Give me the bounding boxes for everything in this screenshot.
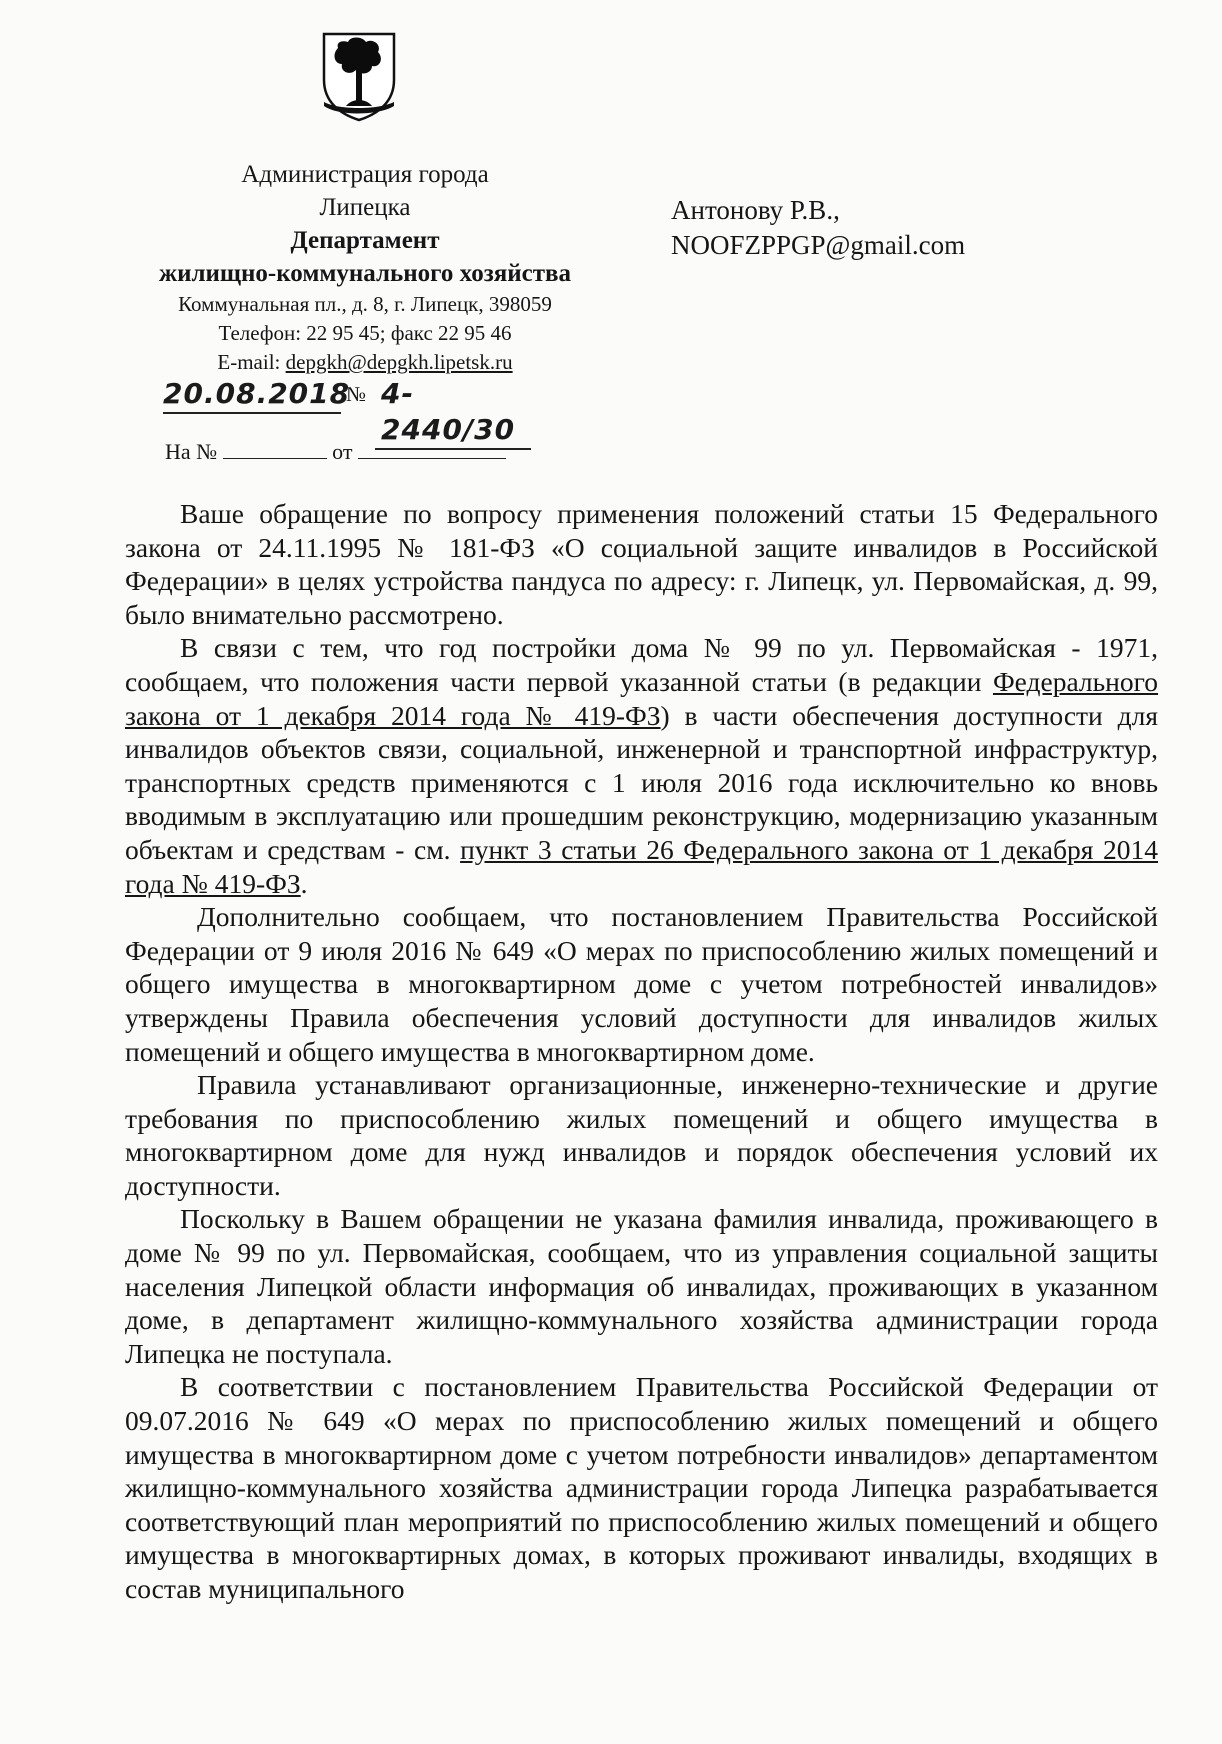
- reference-date-label: от: [332, 439, 353, 464]
- paragraph-4: Правила устанавливают организационные, инженерно-технические и другие требования по приспособлению жилых помещений и общего имущества в многоквартирном доме для нужд инвалидов и порядок обеспечения условий их доступности.: [125, 1069, 1158, 1201]
- reference-number-blank: [223, 436, 327, 459]
- addressee-name: Антонову Р.В.,: [671, 195, 840, 225]
- org-name-line2: Липецка: [319, 194, 411, 221]
- paragraph-2-text-a: В связи с тем, что год постройки дома № 99 по ул. Первомайская - 1971, сообщаем, что положения части первой указанной статьи (в редакции: [125, 632, 1158, 697]
- paragraph-1: Ваше обращение по вопросу применения положений статьи 15 Федерального закона от 24.11.1995 № 181-ФЗ «О социальной защите инвалидов в Российской Федерации» в целях устройства пандуса по адресу: г. Липецк, ул. Первомайская, д. 99, было внимательно рассмотрено.: [125, 498, 1158, 630]
- number-sign: №: [346, 382, 367, 406]
- letter-body: [125, 497, 1158, 1606]
- handwritten-outgoing-number: 4-2440/30: [375, 376, 531, 450]
- org-name-line1: Администрация города: [241, 161, 489, 188]
- reference-date-blank: [358, 436, 506, 459]
- registration-row: [163, 376, 583, 446]
- addressee-email: NOOFZPPGP@gmail.com: [671, 230, 966, 260]
- law-419-fz-link[interactable]: Федерального закона от 1 декабря 2014 года № 419-ФЗ: [125, 665, 1158, 731]
- department-name-line2: жилищно-коммунального хозяйства: [158, 260, 572, 287]
- org-address: Коммунальная пл., д. 8, г. Липецк, 398059: [178, 292, 552, 316]
- reference-row: [165, 436, 506, 465]
- paragraph-3: Дополнительно сообщаем, что постановлением Правительства Российской Федерации от 9 июля 2016 № 649 «О мерах по приспособлению жилых помещений и общего имущества в многоквартирном доме с учетом потребностей инвалидов» утверждены Правила обеспечения условий доступности для инвалидов жилых помещений и общего имущества в многоквартирном доме.: [125, 901, 1158, 1067]
- reference-number-label: На №: [165, 439, 218, 464]
- paragraph-6: В соответствии с постановлением Правительства Российской Федерации от 09.07.2016 № 649 «О мерах по приспособлению жилых помещений и общего имущества в многоквартирном доме с учетом потребности инвалидов» департаментом жилищно-коммунального хозяйства администрации города Липецка разрабатывается соответствующий план мероприятий по приспособлению жилых помещений и общего имущества в многоквартирных домах, в которых проживают инвалиды, входящих в состав муниципального: [125, 1371, 1158, 1604]
- org-email-line: [100, 348, 630, 377]
- department-name-line1: Департамент: [290, 227, 440, 254]
- org-email-link[interactable]: depgkh@depgkh.lipetsk.ru: [285, 350, 513, 374]
- paragraph-5: Поскольку в Вашем обращении не указана фамилия инвалида, проживающего в доме № 99 по ул. Первомайская, сообщаем, что из управления социальной защиты населения Липецкой области информация об инвалидах, проживающих в указанном доме, в департамент жилищно-коммунального хозяйства администрации города Липецка не поступала.: [125, 1203, 1158, 1369]
- addressee-block: [671, 193, 965, 263]
- paragraph-2-text-c: .: [300, 867, 308, 899]
- paragraph-2: [125, 631, 1158, 900]
- letterhead: [100, 158, 630, 377]
- org-phone: Телефон: 22 95 45; факс 22 95 46: [218, 321, 512, 345]
- paragraph-2-text-b: ) в части обеспечения доступности для инвалидов объектов связи, социальной, инженерной и транспортной инфраструктур, транспортных средств применяются с 1 июля 2016 года исключительно ко вновь вводимым в эксплуатацию или прошедшим реконструкцию, модернизацию указанным объектам и средствам - см.: [125, 699, 1159, 865]
- email-label: E-mail:: [217, 350, 286, 374]
- handwritten-date: 20.08.2018: [163, 376, 341, 414]
- law-419-fz-article-26-link[interactable]: пункт 3 статьи 26 Федерального закона от 1 декабря 2014 года № 419-ФЗ: [125, 833, 1158, 899]
- lipetsk-coat-of-arms-icon: [318, 30, 400, 122]
